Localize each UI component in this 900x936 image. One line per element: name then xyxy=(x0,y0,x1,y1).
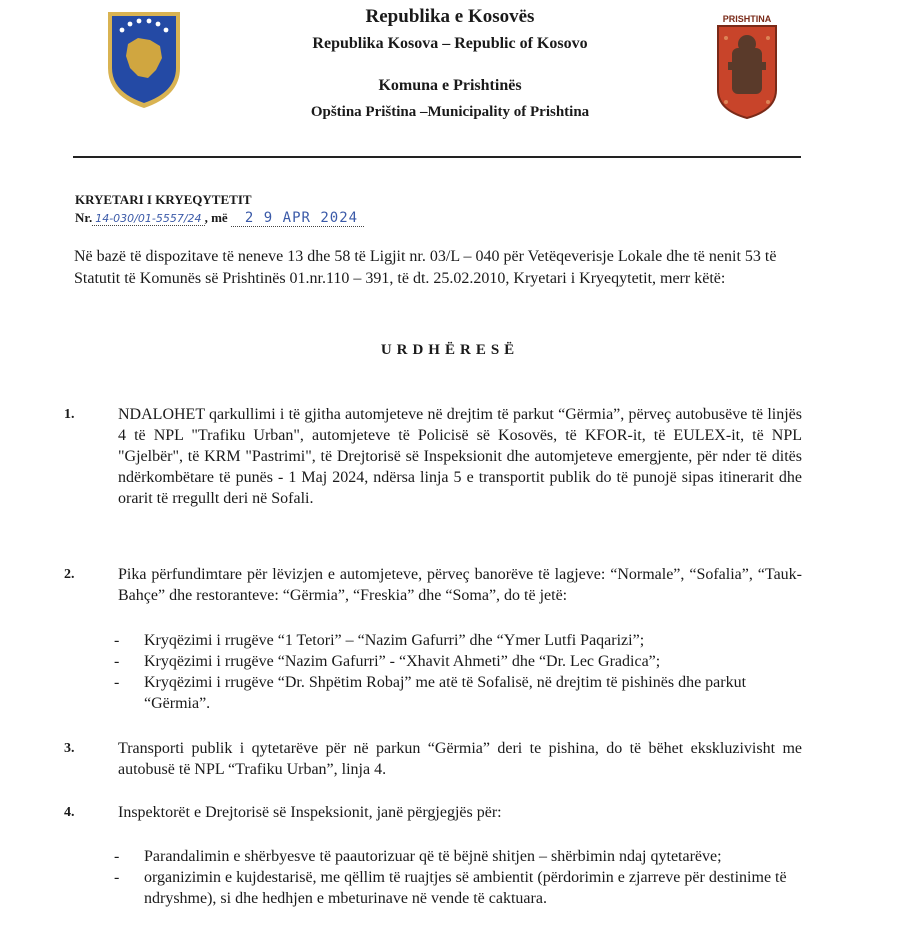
letterhead-republic-sr-en: Republika Kosova – Republic of Kosovo xyxy=(312,35,588,52)
item-4-bullet-list xyxy=(114,846,804,909)
list-item: - Parandalimin e shërbyesve të paautorizuar që të bëjnë shitjen – shërbimin ndaj qytetarëve; xyxy=(114,848,722,865)
legal-basis-paragraph: Në bazë të dispozitave të neneve 13 dhe 58 të Ligjit nr. 03/L – 040 për Vetëqeverisje Lokale dhe të nenit 53 të Statutit të Komunës së Prishtinës 01.nr.110 – 391, të dt. 25.02.2010, Kryetari i Kryeqytetit, merr këtë: xyxy=(74,248,777,287)
item-number: 4. xyxy=(64,805,75,820)
item-number: 2. xyxy=(64,567,75,582)
date-label: , më xyxy=(204,210,228,225)
item-2-bullet-list xyxy=(114,630,804,714)
item-text: Transporti publik i qytetarëve për në parkun “Gërmia” deri te pishina, do të bëhet ekskluzivisht me autobusë të NPL “Trafiku Urban”, linja 4. xyxy=(118,740,802,778)
nr-label: Nr. xyxy=(75,210,93,225)
reference-block xyxy=(75,192,364,227)
reference-number: 14-030/01-5557/24 xyxy=(92,212,204,226)
letterhead xyxy=(0,6,900,122)
header-divider xyxy=(73,156,801,158)
item-text: NDALOHET qarkullimi i të gjitha automjeteve në drejtim të parkut “Gërmia”, përveç autobusëve të linjës 4 të NPL "Trafiku Urban", automjeteve të Policisë së Kosovës, të KFOR-it, të EULEX-it, të NPL "Gjelbër", të KRM "Pastrimi", të Drejtorisë së Inspeksionit dhe automjeteve emergjente, për nder të ditës ndërkombëtare të punës - 1 Maj 2024, ndërsa linja 5 e transportit publik do të punojë sipas itinerarit dhe orarit të rregullt deri në Sofali. xyxy=(118,406,802,507)
office-name: KRYETARI I KRYEQYTETIT xyxy=(75,192,252,207)
letterhead-municipality-sq: Komuna e Prishtinës xyxy=(378,77,522,94)
list-item: - organizimin e kujdestarisë, me qëllim të ruajtjes së ambientit (përdorimin e zjarreve për destinime të ndryshme), si dhe hedhjen e mbeturinave në vende të caktuara. xyxy=(114,869,787,907)
date-stamp: 2 9 APR 2024 xyxy=(231,210,364,227)
list-item: - Kryqëzimi i rrugëve “Nazim Gafurri” - “Xhavit Ahmeti” dhe “Dr. Lec Gradica”; xyxy=(114,653,661,670)
reference-number-line xyxy=(75,210,364,227)
item-text: Inspektorët e Drejtorisë së Inspeksionit, janë përgjegjës për: xyxy=(118,804,502,821)
letterhead-municipality-sr-en: Opština Priština –Municipality of Prishtina xyxy=(310,104,590,120)
item-text: Pika përfundimtare për lëvizjen e automjeteve, përveç banorëve të lagjeve: “Normale”, “Sofalia”, “Tauk-Bahçe” dhe restoranteve: “Gërmia”, “Freskia” dhe “Soma”, do të jetë: xyxy=(118,566,802,604)
item-number: 1. xyxy=(64,407,75,422)
list-item: - Kryqëzimi i rrugëve “1 Tetori” – “Nazim Gafurri” dhe “Ymer Lutfi Paqarizi”; xyxy=(114,632,645,649)
prishtina-emblem-label: PRISHTINA xyxy=(722,14,772,24)
item-number: 3. xyxy=(64,741,75,756)
list-item: - Kryqëzimi i rrugëve “Dr. Shpëtim Robaj” me atë të Sofalisë, në drejtim të pishinës dhe parkut “Gërmia”. xyxy=(114,674,747,712)
letterhead-republic-sq: Republika e Kosovës xyxy=(365,6,535,27)
document-title: URDHËRESË xyxy=(380,342,520,358)
